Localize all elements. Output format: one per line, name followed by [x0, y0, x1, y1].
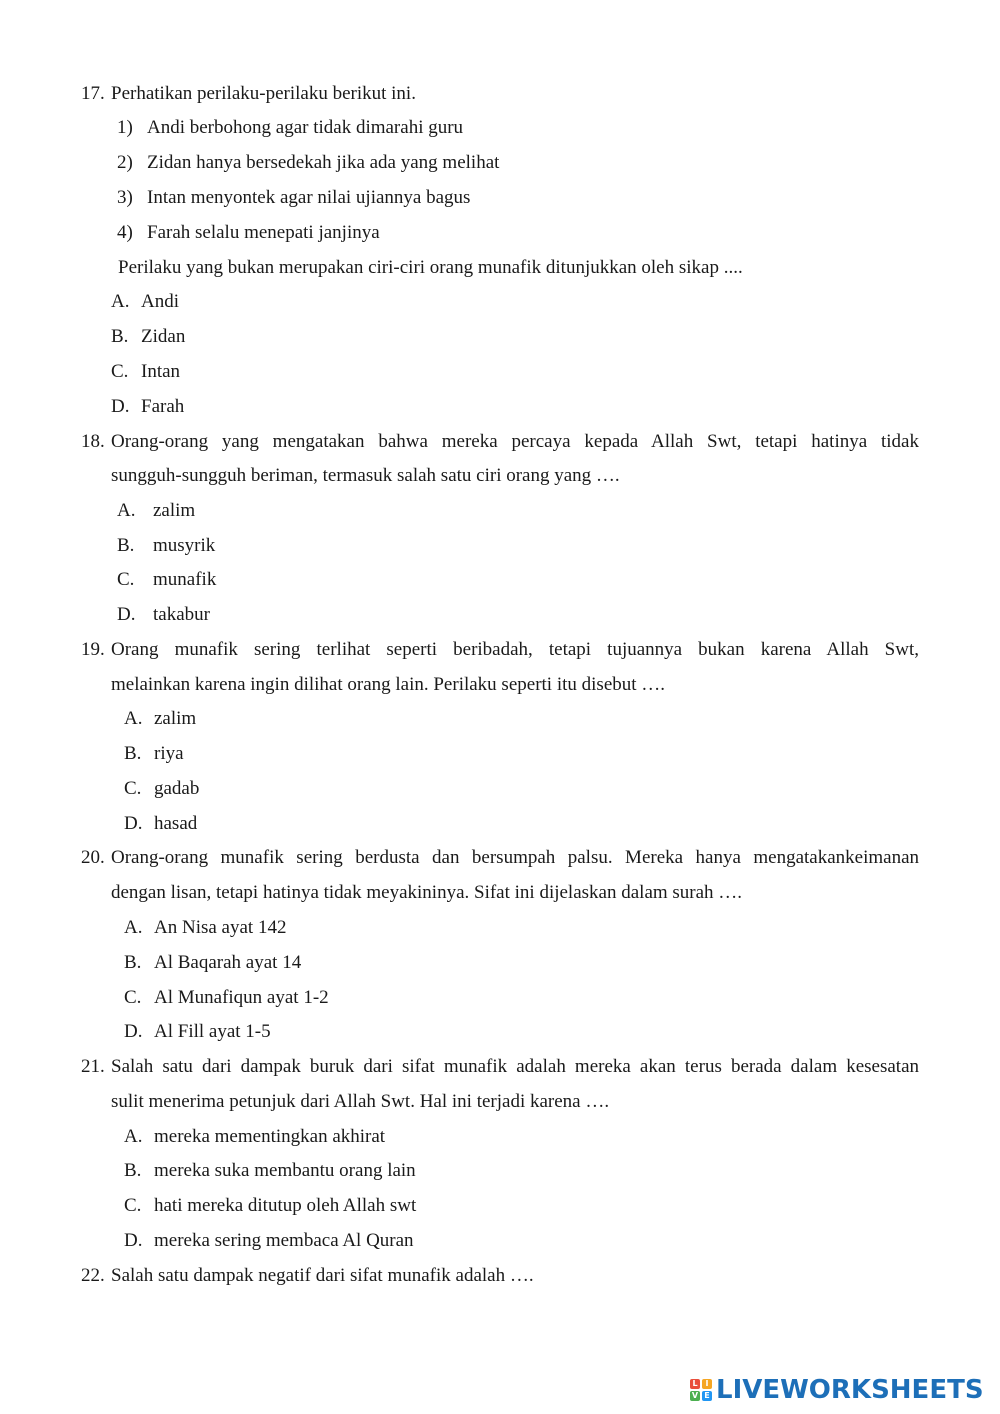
question-text-line-2: melainkan karena ingin dilihat orang lain. Perilaku seperti itu disebut …. [111, 674, 666, 695]
question-text-line-1: Salah satu dari dampak buruk dari sifat munafik adalah mereka akan terus berada dalam kesesatan [111, 1056, 919, 1077]
option-text: Farah [141, 396, 185, 417]
option-text: Al Baqarah ayat 14 [154, 952, 302, 973]
question-prompt: Perilaku yang bukan merupakan ciri-ciri orang munafik ditunjukkan oleh sikap .... [118, 257, 743, 278]
logo-icon-letter-i: I [702, 1379, 712, 1389]
liveworksheets-logo-icon [690, 1379, 712, 1401]
question-number: 19. [81, 639, 105, 660]
option-text: hati mereka ditutup oleh Allah swt [154, 1195, 417, 1216]
item-label: 1) [117, 117, 133, 138]
option-a[interactable] [124, 916, 286, 940]
option-b[interactable] [124, 1159, 416, 1183]
option-d[interactable] [124, 1020, 271, 1044]
option-a[interactable] [117, 499, 195, 523]
question-number: 22. [81, 1265, 105, 1286]
option-label: D. [124, 1021, 143, 1042]
question-text-line-2: dengan lisan, tetapi hatinya tidak meyakininya. Sifat ini dijelaskan dalam surah …. [111, 882, 743, 903]
option-label: C. [124, 778, 142, 799]
question-number: 21. [81, 1056, 105, 1077]
option-a[interactable] [124, 1125, 385, 1149]
option-text: An Nisa ayat 142 [154, 917, 287, 938]
logo-icon-letter-v: V [691, 1391, 699, 1400]
option-label: A. [124, 917, 143, 938]
item-text: Intan menyontek agar nilai ujiannya bagus [147, 187, 471, 208]
logo-text: LIVEWORKSHEETS [716, 1375, 984, 1405]
option-label: A. [124, 1126, 143, 1147]
logo-icon-letter-e: E [702, 1391, 712, 1401]
option-d[interactable] [124, 812, 197, 836]
option-c[interactable] [124, 777, 199, 801]
list-item [117, 151, 499, 175]
option-b[interactable] [117, 534, 215, 558]
option-text: zalim [154, 708, 197, 729]
question-text-line-1: Orang-orang munafik sering berdusta dan bersumpah palsu. Mereka hanya mengatakankeimanan [111, 847, 919, 868]
liveworksheets-logo[interactable] [690, 1374, 984, 1406]
option-text: mereka mementingkan akhirat [154, 1126, 386, 1147]
option-b[interactable] [124, 951, 301, 975]
option-text: Andi [141, 291, 179, 312]
list-item [117, 186, 470, 210]
option-label: B. [124, 1160, 142, 1181]
option-label: A. [117, 500, 136, 521]
question-text-line-1: Orang munafik sering terlihat seperti beribadah, tetapi tujuannya bukan karena Allah Swt, [111, 639, 919, 660]
list-item [117, 221, 380, 245]
option-label: D. [117, 604, 136, 625]
item-text: Zidan hanya bersedekah jika ada yang melihat [147, 152, 500, 173]
option-text: munafik [153, 569, 217, 590]
option-text: gadab [154, 778, 200, 799]
option-a[interactable] [124, 707, 196, 731]
option-c[interactable] [111, 360, 180, 384]
item-label: 4) [117, 222, 133, 243]
option-d[interactable] [117, 603, 210, 627]
option-label: D. [111, 396, 130, 417]
question-text: Salah satu dampak negatif dari sifat munafik adalah …. [111, 1265, 534, 1286]
option-text: hasad [154, 813, 198, 834]
option-text: takabur [153, 604, 210, 625]
option-b[interactable] [111, 325, 185, 349]
list-item [117, 116, 463, 140]
option-c[interactable] [124, 986, 329, 1010]
option-c[interactable] [124, 1194, 416, 1218]
option-label: C. [124, 987, 142, 1008]
item-label: 3) [117, 187, 133, 208]
question-text-line-1: Orang-orang yang mengatakan bahwa mereka percaya kepada Allah Swt, tetapi hatinya tidak [111, 431, 919, 452]
option-text: zalim [153, 500, 196, 521]
option-label: A. [111, 291, 130, 312]
option-label: C. [111, 361, 129, 382]
question-number: 20. [81, 847, 105, 868]
logo-icon-letter-l: L [690, 1379, 700, 1389]
option-b[interactable] [124, 742, 184, 766]
option-label: B. [111, 326, 129, 347]
question-text-line-2: sungguh-sungguh beriman, termasuk salah satu ciri orang yang …. [111, 465, 620, 486]
question-number: 18. [81, 431, 105, 452]
option-label: C. [117, 569, 135, 590]
question-number: 17. [81, 83, 105, 104]
option-d[interactable] [111, 395, 184, 419]
option-text: Al Munafiqun ayat 1-2 [154, 987, 329, 1008]
item-text: Farah selalu menepati janjinya [147, 222, 380, 243]
option-d[interactable] [124, 1229, 414, 1253]
option-label: A. [124, 708, 143, 729]
option-text: mereka suka membantu orang lain [154, 1160, 416, 1181]
option-text: Zidan [141, 326, 186, 347]
option-text: riya [154, 743, 184, 764]
option-c[interactable] [117, 568, 216, 592]
option-text: Intan [141, 361, 181, 382]
option-label: B. [117, 535, 135, 556]
item-label: 2) [117, 152, 133, 173]
option-text: mereka sering membaca Al Quran [154, 1230, 414, 1251]
item-text: Andi berbohong agar tidak dimarahi guru [147, 117, 464, 138]
question-text: Perhatikan perilaku-perilaku berikut ini. [111, 83, 416, 104]
option-label: B. [124, 952, 142, 973]
option-label: D. [124, 1230, 143, 1251]
option-label: D. [124, 813, 143, 834]
option-text: musyrik [153, 535, 216, 556]
question-text-line-2: sulit menerima petunjuk dari Allah Swt. Hal ini terjadi karena …. [111, 1091, 610, 1112]
option-text: Al Fill ayat 1-5 [154, 1021, 271, 1042]
option-label: B. [124, 743, 142, 764]
option-a[interactable] [111, 290, 179, 314]
option-label: C. [124, 1195, 142, 1216]
